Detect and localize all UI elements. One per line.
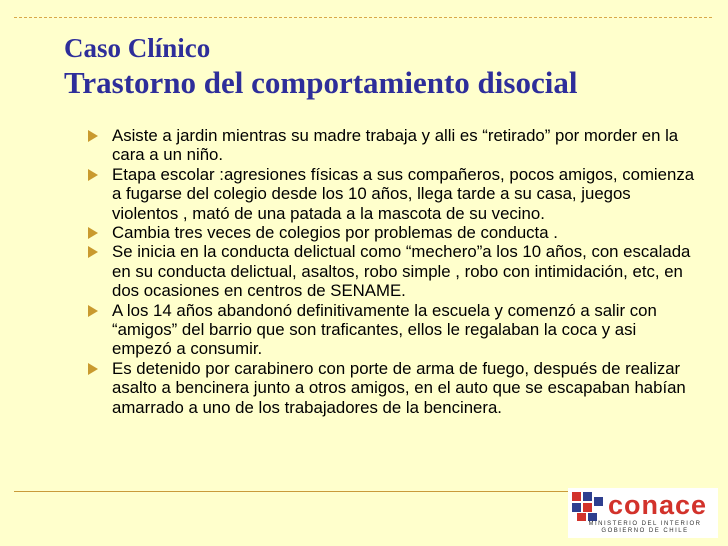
bullet-item — [86, 165, 696, 223]
bullet-arrow-icon — [88, 305, 98, 317]
conace-logo — [568, 488, 718, 538]
bullet-text: A los 14 años abandonó definitivamente la escuela y comenzó a salir con “amigos” del barrio que son traficantes, ellos le regalaban la coca y asi empezó a consumir. — [112, 300, 657, 359]
bullet-arrow-icon — [88, 246, 98, 258]
bullet-arrow-icon — [88, 363, 98, 375]
bullet-item — [86, 242, 696, 300]
logo-subtitle — [576, 521, 714, 535]
bullet-text: Se inicia en la conducta delictual como “mechero”a los 10 años, con escalada en su conducta delictual, asaltos, robo simple , robo con intimidación, etc, en dos ocasiones en centros de SENAME. — [112, 242, 691, 301]
bullet-item — [86, 359, 696, 417]
bullet-list — [86, 126, 696, 417]
bullet-item — [86, 223, 696, 242]
bullet-item — [86, 126, 696, 165]
logo-subtitle-line1: MINISTERIO DEL INTERIOR — [588, 521, 702, 527]
slide-title: Caso Clínico — [64, 33, 211, 63]
slide-subtitle: Trastorno del comportamiento disocial — [64, 65, 578, 100]
bullet-arrow-icon — [88, 130, 98, 142]
bullet-arrow-icon — [88, 227, 98, 239]
bullet-arrow-icon — [88, 169, 98, 181]
top-divider — [14, 17, 712, 18]
bullet-item — [86, 301, 696, 359]
bullet-text: Es detenido por carabinero con porte de arma de fuego, después de realizar asalto a bencinera junto a otros amigos, en el auto que se escapaban habían amarrado a uno de los trabajadores de la bencinera. — [112, 358, 686, 417]
logo-subtitle-line2: GOBIERNO DE CHILE — [601, 528, 689, 534]
title-block — [64, 32, 577, 102]
logo-wordmark: conace — [608, 490, 708, 520]
bullet-text: Asiste a jardin mientras su madre trabaja y alli es “retirado” por morder en la cara a un niño. — [112, 126, 679, 165]
conace-emblem-icon — [572, 492, 606, 522]
bullet-text: Etapa escolar :agresiones físicas a sus compañeros, pocos amigos, comienza a fugarse del colegio desde los 10 años, llega tarde a su casa, juegos violentos , mató de una patada a la mascota de su vecino. — [112, 164, 695, 223]
bullet-text: Cambia tres veces de colegios por problemas de conducta . — [112, 223, 558, 243]
